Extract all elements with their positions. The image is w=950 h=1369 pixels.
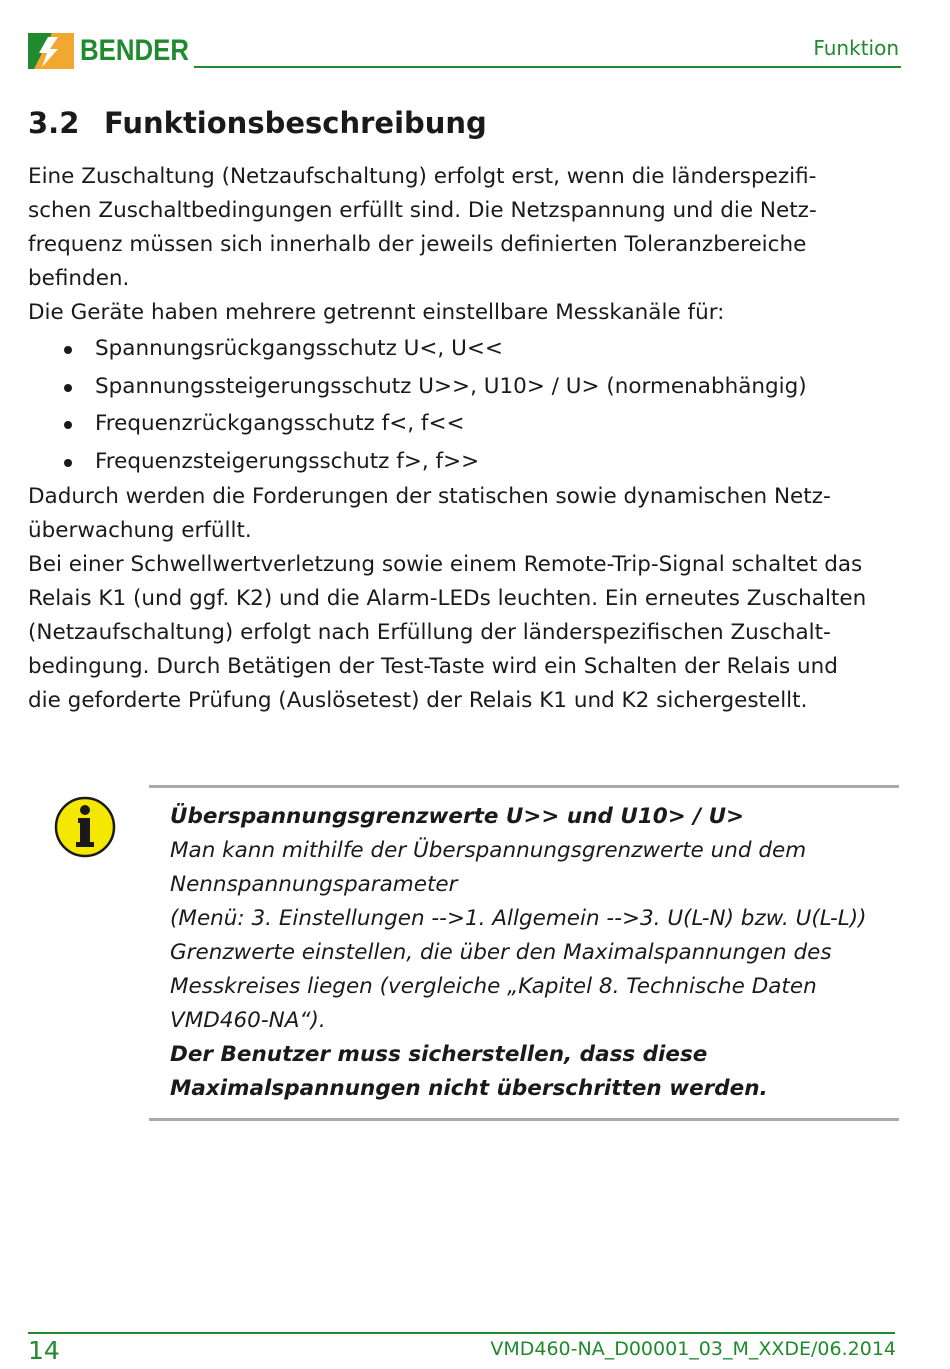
- list-item: Spannungssteigerungsschutz U>>, U10> / U> (normenabhängig): [28, 368, 894, 406]
- text-line: (Menü: 3. Einstellungen -->1. Allgemein -->3. U(L-N) bzw. U(L-L)): [170, 906, 867, 931]
- text-line: Nennspannungsparameter: [170, 872, 458, 897]
- bender-logo: [28, 32, 207, 70]
- text-line: Bei einer Schwellwertverletzung sowie einem Remote-Trip-Signal schaltet das: [28, 552, 863, 577]
- text-line: befinden.: [28, 266, 130, 291]
- list-item: Spannungsrückgangsschutz U<, U<<: [28, 330, 894, 368]
- paragraph-channels: Die Geräte haben mehrere getrennt einstellbare Messkanäle für:: [28, 300, 725, 325]
- page-number: 14: [28, 1336, 60, 1365]
- text-line: überwachung erfüllt.: [28, 518, 252, 543]
- page-header: [28, 30, 901, 72]
- text-line: bedingung. Durch Betätigen der Test-Taste wird ein Schalten der Relais und: [28, 654, 838, 679]
- text-line: Grenzwerte einstellen, die über den Maximalspannungen des: [170, 940, 832, 965]
- document-id: VMD460-NA_D00001_03_M_XXDE/06.2014: [490, 1338, 896, 1360]
- text-line: schen Zuschaltbedingungen erfüllt sind. Die Netzspannung und die Netz-: [28, 198, 817, 223]
- paragraph-monitoring: [28, 480, 894, 548]
- heading-number: 3.2: [28, 106, 80, 140]
- text-line: Maximalspannungen nicht überschritten werden.: [170, 1076, 768, 1101]
- bender-logo-icon: [28, 33, 74, 69]
- list-item: Frequenzrückgangsschutz f<, f<<: [28, 405, 894, 443]
- text-line: frequenz müssen sich innerhalb der jeweils definierten Toleranzbereiche: [28, 232, 807, 257]
- brand-name: BENDER: [80, 34, 189, 67]
- text-line: Relais K1 (und ggf. K2) und die Alarm-LEDs leuchten. Ein erneutes Zuschalten: [28, 586, 867, 611]
- info-note: [170, 800, 878, 1106]
- text-line: Man kann mithilfe der Überspannungsgrenzwerte und dem: [170, 838, 807, 863]
- text-line: Dadurch werden die Forderungen der statischen sowie dynamischen Netz-: [28, 484, 831, 509]
- text-line: Der Benutzer muss sicherstellen, dass diese: [170, 1042, 708, 1067]
- text-line: Eine Zuschaltung (Netzaufschaltung) erfolgt erst, wenn die länderspezifi-: [28, 164, 817, 189]
- text-line: Messkreises liegen (vergleiche „Kapitel 8. Technische Daten: [170, 974, 817, 999]
- paragraph-intro: [28, 160, 894, 296]
- list-item: Frequenzsteigerungsschutz f>, f>>: [28, 443, 894, 481]
- info-icon: [54, 796, 116, 858]
- footer-rule: [28, 1332, 895, 1334]
- section-label: Funktion: [813, 36, 899, 60]
- channel-list: [28, 330, 894, 480]
- header-rule: [194, 66, 901, 68]
- text-line: (Netzaufschaltung) erfolgt nach Erfüllung der länderspezifischen Zuschalt-: [28, 620, 831, 645]
- heading-title: Funktionsbeschreibung: [104, 106, 487, 140]
- text-line: VMD460-NA“).: [170, 1008, 326, 1033]
- body-text: [28, 160, 894, 718]
- paragraph-relay: [28, 548, 894, 718]
- note-bottom-rule: [149, 1118, 899, 1121]
- text-line: die geforderte Prüfung (Auslösetest) der Relais K1 und K2 sichergestellt.: [28, 688, 808, 713]
- note-top-rule: [149, 785, 899, 788]
- note-warning: [170, 1038, 878, 1106]
- section-heading: [28, 106, 487, 140]
- note-text: [170, 834, 878, 1038]
- note-title: Überspannungsgrenzwerte U>> und U10> / U>: [170, 804, 745, 829]
